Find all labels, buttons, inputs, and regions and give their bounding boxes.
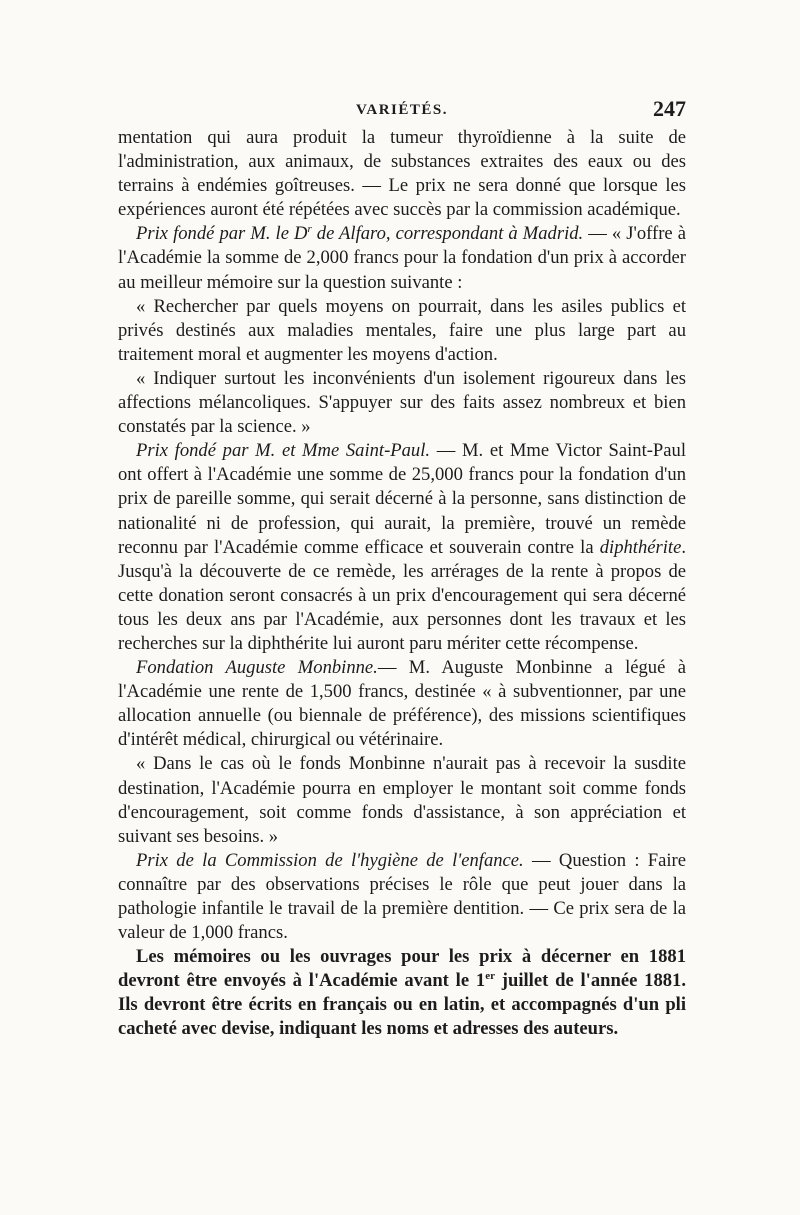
superscript: er bbox=[485, 970, 495, 983]
prize-heading-part: Prix fondé par M. le D bbox=[136, 223, 308, 245]
italic-term: diphthérite bbox=[599, 536, 682, 558]
paragraph-text: Les mémoires ou les ouvrages pour les prix à décerner en 1881 devront être envoyés à l'Académie avant le 1 bbox=[118, 946, 686, 992]
paragraph-quote-monbinne bbox=[118, 752, 686, 848]
paragraph-text: juillet de l'année 1881. Ils devront être écrits en français ou en latin, et accompagnés d'un pli cacheté avec devise, indiquant les noms et adresses des auteurs. bbox=[118, 970, 686, 1040]
paragraph-continuation bbox=[118, 126, 686, 222]
paragraph-text: « Indiquer surtout les inconvénients d'un isolement rigoureux dans les affections mélancoliques. S'appuyer sur des faits assez nombreux et bien constatés par la science. » bbox=[118, 367, 686, 438]
prize-heading: Prix fondé par M. et Mme Saint-Paul. bbox=[136, 440, 431, 462]
paragraph-text: — Question : Faire connaître par des observations précises le rôle que peut jouer dans la pathologie infantile le travail de la première dentition. — Ce prix sera de la valeur de 1,000 francs. bbox=[118, 849, 686, 944]
body-text bbox=[118, 126, 686, 1042]
superscript: r bbox=[307, 223, 312, 236]
page-header bbox=[118, 96, 686, 126]
paragraph-text: — M. et Mme Victor Saint-Paul ont offert à l'Académie une somme de 25,000 francs pour la fondation d'un prix de pareille somme, qui serait décerné à la personne, sans distinction de nationalité ni de profession, qui aurait, la première, trouvé un remède reconnu par l'Académie comme efficace et souverain contre la bbox=[118, 440, 686, 558]
paragraph-text: — « J'offre à l'Académie la somme de 2,000 francs pour la fondation d'un prix à accorder au meilleur mémoire sur la question suivante : bbox=[118, 223, 686, 293]
prize-heading: Prix de la Commission de l'hygiène de l'enfance. bbox=[136, 849, 524, 871]
paragraph-prix-saint-paul bbox=[118, 439, 686, 656]
paragraph-text: « Rechercher par quels moyens on pourrait, dans les asiles publics et privés destinés aux maladies mentales, faire une plus large part au traitement moral et augmenter les moyens d'action. bbox=[118, 295, 686, 365]
paragraph-prix-hygiene-enfance bbox=[118, 849, 686, 945]
running-head: VARIÉTÉS. bbox=[355, 102, 448, 118]
prize-heading-part: de Alfaro, correspondant à Madrid. bbox=[311, 223, 584, 245]
paragraph-quote-question bbox=[118, 295, 686, 367]
prize-heading bbox=[136, 223, 583, 244]
paragraph-fondation-monbinne bbox=[118, 656, 686, 752]
paragraph-submission-rules bbox=[118, 945, 686, 1041]
paragraph-prix-alfaro bbox=[118, 222, 686, 294]
paragraph-text: — M. Auguste Monbinne a légué à l'Académie une rente de 1,500 francs, destinée « à subventionner, par une allocation annuelle (ou biennale de préférence), des missions scientifiques d'intérêt médical, chirurgical ou vétérinaire. bbox=[118, 657, 686, 751]
paragraph-quote-indiquer bbox=[118, 367, 686, 439]
paragraph-text: . Jusqu'à la découverte de ce remède, les arrérages de la rente à propos de cette donation seront consacrés à un prix d'encouragement qui sera décerné tous les deux ans par l'Académie, aux personnes dont les travaux et les recherches sur la diphthérite lui auront paru mériter cette récompense. bbox=[118, 536, 686, 654]
prize-heading: Fondation Auguste Monbinne. bbox=[136, 657, 378, 679]
paragraph-text: mentation qui aura produit la tumeur thyroïdienne à la suite de l'administration, aux animaux, de substances extraites des eaux ou des terrains à endémies goîtreuses. — Le prix ne sera donné que lorsque les expériences auront été répétées avec succès par la commission académique. bbox=[118, 127, 686, 221]
page-number: 247 bbox=[653, 96, 686, 121]
paragraph-text: « Dans le cas où le fonds Monbinne n'aurait pas à recevoir la susdite destination, l'Académie pourra en employer le montant soit comme fonds d'encouragement, soit comme fonds d'assistance, à son appréciation et suivant ses besoins. » bbox=[118, 753, 686, 847]
